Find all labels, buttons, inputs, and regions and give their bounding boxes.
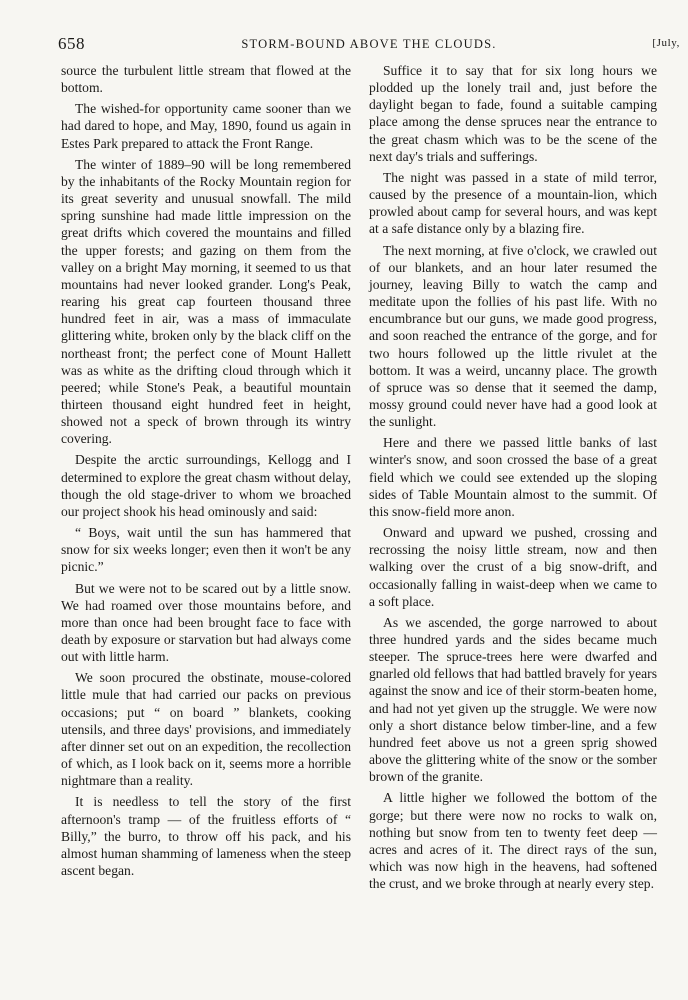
running-title: STORM-BOUND ABOVE THE CLOUDS. [241,37,497,51]
right-column [369,62,657,896]
paragraph: source the turbulent little stream that flowed at the bottom. [61,63,351,96]
issue-month: [July, [652,37,680,49]
page-header [58,34,680,56]
left-column [61,62,351,883]
paragraph: We soon procured the obstinate, mouse-colored little mule that had carried our packs on previous occasions; put “ on board ” blankets, cooking utensils, and three days' provisions, and immediately after dinner set out on an expedition, the recollection of which, as I look back on it, seems more a horrible nightmare than a reality. [61,670,351,789]
paragraph: “ Boys, wait until the sun has hammered that snow for six weeks longer; even then it won't be any picnic.” [61,525,351,575]
paragraph: A little higher we followed the bottom of the gorge; but there were now no rocks to walk on, nothing but snow from ten to twenty feet deep — acres and acres of it. The direct rays of the sun, which was now high in the heavens, had softened the crust, and we broke through at nearly every step. [369,790,657,892]
paragraph: The wished-for opportunity came sooner than we had dared to hope, and May, 1890, found us again in Estes Park prepared to attack the Front Range. [61,101,351,151]
paragraph: It is needless to tell the story of the first afternoon's tramp — of the fruitless efforts of “ Billy,” the burro, to throw off his pack, and his almost human shamming of lameness when the steep ascent began. [61,794,351,879]
paragraph: The next morning, at five o'clock, we crawled out of our blankets, and an hour later resumed the journey, leaving Billy to watch the camp and meditate upon the follies of his past life. With no encumbrance but our guns, we made good progress, and soon reached the entrance of the gorge, and for two hours followed up the little rivulet at the bottom. It was a weird, uncanny place. The growth of spruce was so dense that it seemed the damp, mossy ground could never have had a good look at the sunlight. [369,242,657,430]
paragraph: The winter of 1889–90 will be long remembered by the inhabitants of the Rocky Mountain region for its great severity and unusual snowfall. The mild spring sunshine had made little impression on the great drifts which covered the mountains and filled the upper forests; and gazing on them from the valley on a bright May morning, it seemed to us that mountains had never looked grander. Long's Peak, rearing his great cap fourteen thousand three hundred feet in air, was a mass of immaculate glittering white, broken only by the black cliff on the northeast front; the perfect cone of Mount Hallett was as white as the drifting cloud through which it peered; while Stone's Peak, a beautiful mountain thirteen thousand eight hundred feet in height, showed not a speck of brown through its wintry covering. [61,156,351,447]
paragraph: Suffice it to say that for six long hours we plodded up the lonely trail and, just before the daylight began to fade, found a suitable camping place among the dense spruces near the entrance to the great chasm which was to be the scene of the next day's trials and sufferings. [369,63,657,164]
paragraph: The night was passed in a state of mild terror, caused by the presence of a mountain-lion, which prowled about camp for several hours, and was kept at a safe distance only by a blazing fire. [369,169,657,237]
paragraph: Despite the arctic surroundings, Kellogg and I determined to explore the great chasm without delay, though the old stage-driver to whom we broached our project shook his head ominously and said: [61,452,351,519]
paragraph: But we were not to be scared out by a little snow. We had roamed over those mountains before, and more than once had been brought face to face with death by exposure or starvation but had always come out with little harm. [61,580,351,665]
page-number: 658 [58,34,85,53]
paragraph: Onward and upward we pushed, crossing and recrossing the noisy little stream, now and then walking over the crust of a big snow-drift, and occasionally falling in waist-deep when we came to a soft place. [369,525,657,609]
paragraph: As we ascended, the gorge narrowed to about three hundred yards and the sides became much steeper. The spruce-trees here were dwarfed and gnarled old fellows that had battled bravely for years against the snow and ice of their storm-beaten home, and had not yet given up the struggle. We were now only a short distance below timber-line, and a few hundred feet above us not a green sprig showed above the glittering white of the snow or the somber brown of the granite. [369,614,657,785]
paragraph: Here and there we passed little banks of last winter's snow, and soon crossed the base of a great field which we could see extended up the sloping sides of Table Mountain almost to the summit. Of this snow-field more anon. [369,435,657,519]
